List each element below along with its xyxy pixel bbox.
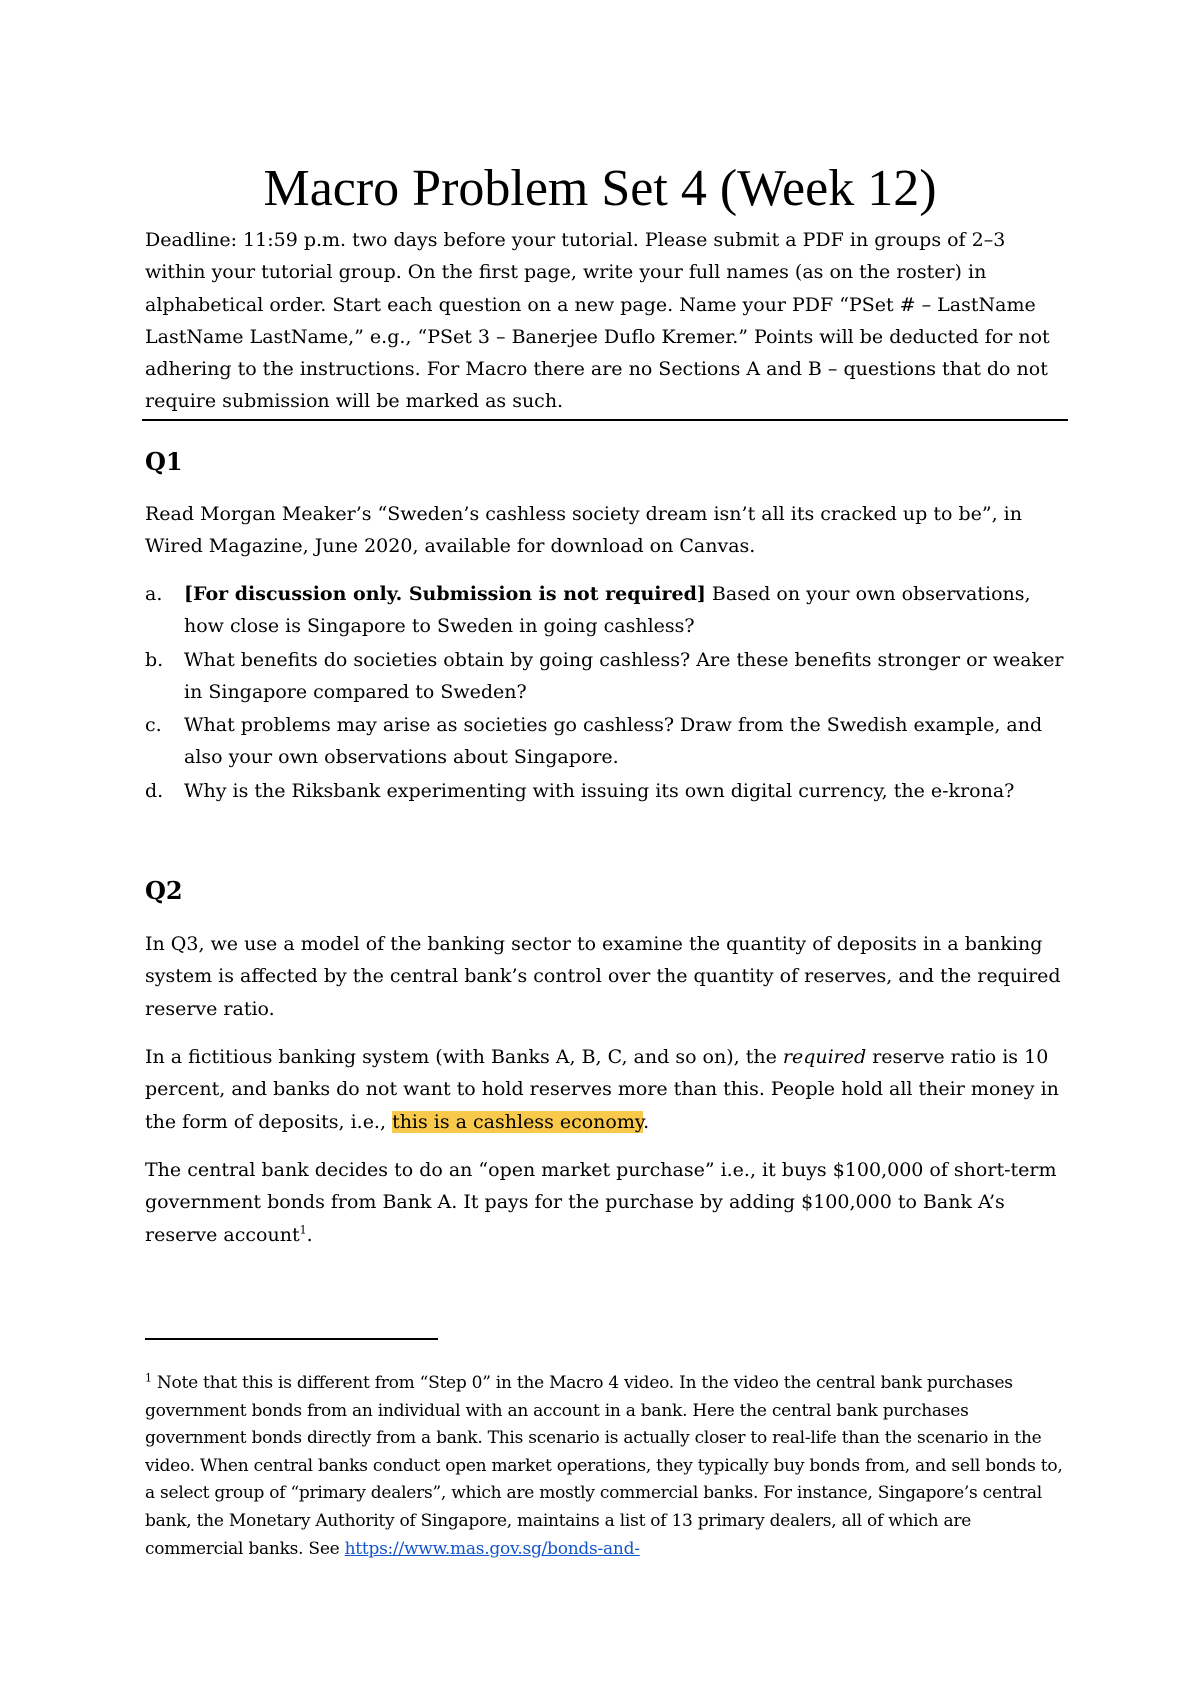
text-run: . (643, 1110, 650, 1133)
item-bold-note: [For discussion only. Submission is not required] (184, 583, 706, 605)
q1-item-d (145, 775, 1067, 807)
q2-paragraph-2 (145, 1041, 1067, 1138)
header-divider (142, 419, 1068, 421)
footnote (145, 1370, 1067, 1563)
item-marker: b. (145, 648, 164, 671)
text-run: reserve ratio is 10 percent, and banks do not want to hold reserves more than this. People hold all their money in the form of deposits, i.e., (145, 1046, 1059, 1133)
q2-paragraph-1: In Q3, we use a model of the banking sector to examine the quantity of deposits in a banking system is affected by the central bank’s control over the quantity of reserves, and the required reserve ratio. (145, 933, 1061, 1020)
footnote-marker: 1 (145, 1371, 152, 1385)
q1-subquestions (145, 578, 1067, 808)
footnote-separator (145, 1338, 438, 1340)
q1-paragraph: Read Morgan Meaker’s “Sweden’s cashless society dream isn’t all its cracked up to be”, in Wired Magazine, June 2020, available for download on Canvas. (145, 503, 1022, 558)
text-run: The central bank decides to do an “open market purchase” i.e., it buys $100,000 of short-term government bonds from Bank A. It pays for the purchase by adding $100,000 to Bank A’s reserve account (145, 1159, 1057, 1246)
q1-heading: Q1 (145, 447, 183, 476)
footnote-text: Note that this is different from “Step 0” in the Macro 4 video. In the video the central bank purchases government bonds from an individual with an account in a bank. Here the central bank purchases government bonds directly from a bank. This scenario is actually closer to real-life than the scenario in the video. When central banks conduct open market operations, they typically buy bonds from, and sell bonds to, a select group of “primary dealers”, which are mostly commercial banks. For instance, Singapore’s central bank, the Monetary Authority of Singapore, maintains a list of 13 primary dealers, all of which are commercial banks. See (145, 1373, 1063, 1559)
q2-heading: Q2 (145, 876, 183, 905)
mas-link[interactable]: https://www.mas.gov.sg/bonds-and- (344, 1538, 640, 1559)
q1-item-c (145, 709, 1067, 774)
item-marker: d. (145, 779, 164, 802)
emphasis-text: required (782, 1046, 867, 1068)
item-marker: c. (145, 714, 162, 737)
instructions-paragraph: Deadline: 11:59 p.m. two days before your tutorial. Please submit a PDF in groups of 2–3 within your tutorial group. On the first page, write your full names (as on the roster) in alphabetical order. Start each question on a new page. Name your PDF “PSet # – LastName LastName LastName,” e.g., “PSet 3 – Banerjee Duflo Kremer.” Points will be deducted for not adhering to the instructions. For Macro there are no Sections A and B – questions that do not require submission will be marked as such. (145, 229, 1050, 413)
footnote-reference[interactable]: 1 (299, 1223, 307, 1237)
highlighted-text: this is a cashless economy (392, 1110, 644, 1133)
item-text: What benefits do societies obtain by going cashless? Are these benefits stronger or weaker in Singapore compared to Sweden? (184, 648, 1064, 703)
q1-item-a (145, 578, 1067, 643)
text-run: . (306, 1223, 313, 1246)
page-title: Macro Problem Set 4 (Week 12) (263, 160, 937, 217)
item-text: What problems may arise as societies go cashless? Draw from the Swedish example, and also your own observations about Singapore. (184, 714, 1043, 769)
q1-item-b (145, 644, 1067, 709)
item-marker: a. (145, 583, 163, 605)
item-text: Based on your own observations, how close is Singapore to Sweden in going cashless? (184, 583, 1031, 638)
item-text: Why is the Riksbank experimenting with issuing its own digital currency, the e-krona? (184, 779, 1015, 802)
text-run: In a fictitious banking system (with Banks A, B, C, and so on), the (145, 1046, 783, 1068)
q2-paragraph-3 (145, 1154, 1067, 1251)
